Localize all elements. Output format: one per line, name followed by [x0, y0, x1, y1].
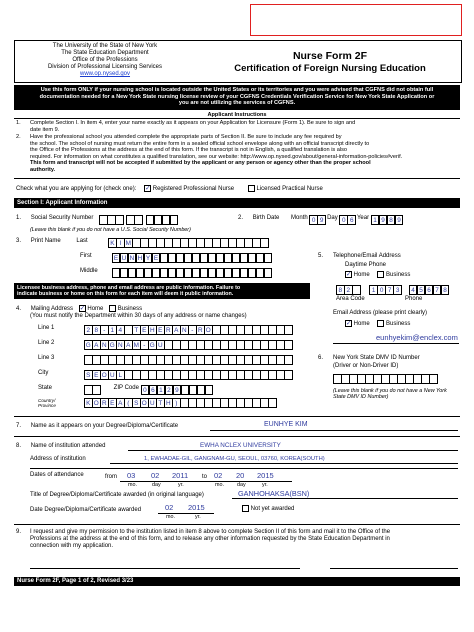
to-yr[interactable]: 2015 [257, 471, 274, 480]
item-num: 7. [16, 423, 22, 429]
year-digit[interactable]: 9 [395, 215, 404, 225]
char-cell[interactable]: 1 [108, 325, 117, 335]
award-yr[interactable]: 2015 [188, 503, 205, 512]
rn-label: Registered Professional Nurse [152, 186, 235, 193]
char-cell[interactable]: H [165, 400, 171, 407]
char-cell[interactable]: 9 [173, 385, 182, 395]
annotation-box [250, 4, 462, 36]
email-home-checkbox[interactable]: ✓ [346, 320, 352, 327]
date-line[interactable] [330, 556, 458, 569]
day-label: Day [327, 215, 338, 221]
char-cell[interactable]: O [93, 400, 99, 407]
mailing-label: Mailing Address [30, 306, 74, 313]
first-char[interactable]: E [112, 253, 121, 263]
form-title: Nurse Form 2F [292, 50, 368, 62]
char-cell[interactable]: R [165, 327, 171, 334]
name-row-middle [16, 268, 272, 278]
char-cell[interactable]: N [101, 342, 107, 349]
char-cell[interactable]: 6 [149, 385, 158, 395]
home-label: Home [353, 321, 370, 328]
item-num: 2. [238, 215, 244, 221]
char-cell[interactable]: 4 [116, 325, 125, 335]
day-caption: day [152, 482, 161, 488]
addr-value[interactable]: 1, EWHADAE-GIL, GANGNAM-GU, SEOUL, 03760, KOREA(SOUTH) [144, 456, 325, 462]
lpn-checkbox[interactable] [248, 185, 255, 192]
char-cell[interactable]: N [181, 327, 187, 334]
dmv-boxes[interactable] [333, 374, 437, 384]
char-cell[interactable]: U [149, 400, 155, 407]
mail-home-checkbox[interactable]: ✓ [79, 305, 86, 312]
diploma-name-value[interactable]: EUNHYE KIM [264, 421, 308, 428]
from-day[interactable]: 02 [151, 471, 160, 480]
last-char[interactable]: I [116, 238, 125, 248]
first-char[interactable]: Y [144, 253, 153, 263]
instructions-title: Applicant Instructions [207, 112, 267, 118]
business-label: Business [386, 272, 411, 279]
ssn-note: (Leave this blank if you do not have a U.S. Social Security Number) [30, 227, 191, 233]
inst-value[interactable]: EWHA NCLEX UNIVERSITY [200, 442, 281, 449]
char-cell[interactable]: ) [172, 398, 181, 408]
char-cell[interactable]: S [84, 370, 93, 380]
to-mo[interactable]: 02 [214, 471, 223, 480]
to-label: to [202, 474, 208, 480]
from-yr[interactable]: 2011 [172, 471, 189, 480]
char-cell[interactable]: H [149, 327, 155, 334]
line3-label: Line 3 [38, 355, 55, 361]
phone-digit[interactable]: 3 [393, 285, 402, 295]
char-cell[interactable]: A [92, 340, 101, 350]
char-cell[interactable]: A [116, 398, 125, 408]
address-line2-row [38, 340, 292, 350]
char-cell[interactable]: 0 [141, 385, 150, 395]
phone-digit[interactable]: 7 [433, 285, 442, 295]
dmv-sublabel: (Driver or Non-Driver ID) [333, 363, 399, 369]
instruction-line: required. For information on what constitutes a qualified translation, see our website: http://www.op.nysed.gov/about/general-information-policies#verif. [30, 153, 403, 160]
ssn-boxes[interactable] [99, 215, 178, 221]
day-digit[interactable]: 6 [347, 215, 356, 225]
yr-caption: yr. [262, 482, 268, 488]
day-digit[interactable]: 0 [339, 215, 348, 225]
not-yet-checkbox[interactable] [242, 505, 249, 512]
address-line1-row [38, 325, 292, 335]
char-cell[interactable]: ( [124, 398, 133, 408]
first-label: First [80, 253, 92, 259]
line1-label: Line 1 [38, 325, 55, 331]
mail-business-checkbox[interactable] [109, 305, 116, 312]
org-line: The State Education Department [61, 50, 149, 56]
area-digit[interactable]: 2 [344, 285, 353, 295]
phone-digit[interactable]: 0 [377, 285, 386, 295]
day-caption: day [237, 482, 246, 488]
char-cell[interactable]: R [101, 400, 107, 407]
dmv-note: (Leave this blank if you do not have a New York State DMV ID Number) [333, 388, 447, 401]
notice-bar [14, 85, 460, 110]
yr-caption: yr. [178, 482, 184, 488]
char-cell[interactable] [268, 398, 277, 408]
item-num: 1. [16, 215, 22, 221]
area-digit[interactable]: 8 [336, 285, 345, 295]
divider [14, 436, 460, 437]
year-digit[interactable]: 9 [379, 215, 388, 225]
from-label: from [105, 474, 117, 480]
notice-line: Use this form ONLY if your nursing school is located outside the United States or its territories and you were advised that CGFNS did not obtain full [40, 87, 434, 93]
char-cell[interactable]: 2 [84, 325, 93, 335]
instruction-line: Have the professional school you attended complete the appropriate parts of Section II. Be sure to include any fee required by [30, 134, 342, 140]
home-label: Home [87, 306, 104, 313]
instruction-num: 2. [16, 134, 21, 140]
instruction-1 [30, 120, 355, 133]
first-char[interactable]: U [121, 255, 127, 262]
licensee-notice [14, 283, 310, 299]
org-line: The University of the State of New York [52, 43, 158, 49]
item7-row [16, 423, 178, 430]
not-yet-row [242, 505, 294, 513]
inst-underline [128, 442, 458, 451]
char-cell[interactable]: U [109, 372, 115, 379]
business-label: Business [117, 306, 143, 313]
last-label: Last [76, 238, 88, 244]
middle-label: Middle [80, 268, 98, 274]
char-cell[interactable]: E [156, 325, 165, 335]
phone-digit[interactable]: 5 [417, 285, 426, 295]
char-cell[interactable] [284, 370, 293, 380]
char-cell[interactable]: E [92, 370, 101, 380]
instruction-line: date item 9. [30, 126, 60, 133]
char-cell[interactable]: 8 [92, 325, 101, 335]
lpn-label: Licensed Practical Nurse [256, 186, 323, 193]
last-char[interactable]: M [125, 240, 131, 247]
birth-row [238, 215, 403, 225]
char-cell[interactable]: E [108, 398, 117, 408]
item-num: 3. [16, 238, 22, 244]
phone-num: 5. [318, 253, 324, 259]
zip-label: ZIP Code [113, 385, 139, 391]
char-cell[interactable]: G [149, 342, 155, 349]
diploma-name-label: Name as it appears on your Degree/Diploma/Certificate [30, 423, 179, 429]
item-num: 4. [16, 306, 22, 313]
month-digit[interactable]: 0 [309, 215, 318, 225]
org-block [20, 43, 190, 78]
footer: Nurse Form 2F, Page 1 of 2, Revised 3/23 [14, 577, 460, 586]
ssn-row [16, 215, 178, 225]
char-cell[interactable]: 1 [157, 385, 166, 395]
dates-label: Dates of attendance [30, 472, 84, 478]
country-row [38, 398, 276, 409]
char-cell[interactable]: S [132, 398, 141, 408]
print-name-label: Print Name [30, 238, 61, 244]
month-digit[interactable]: 9 [317, 215, 326, 225]
char-cell[interactable] [205, 385, 214, 395]
char-cell[interactable]: T [132, 325, 141, 335]
char-cell[interactable] [284, 340, 293, 350]
year-digit[interactable]: 1 [371, 215, 380, 225]
to-day[interactable]: 20 [236, 471, 245, 480]
instruction-line: This form and transcript will not be accepted if submitted by the applicant or any person or agency other than the proper school [30, 160, 371, 166]
daytime-label: Daytime Phone [345, 262, 387, 268]
dmv-label: New York State DMV ID Number [333, 355, 420, 361]
notice-line: documentation needed for a New York State nursing license review of your CGFNS Credentials Verification Service for New York State Application or [39, 93, 435, 100]
not-yet-label: Not yet awarded [250, 506, 295, 513]
year-label: Year [356, 215, 370, 221]
permission-line: connection with my application. [30, 543, 114, 549]
mailing-row [16, 305, 142, 313]
email-type-row [345, 320, 410, 328]
addr-underline-2 [30, 465, 458, 469]
home-label: Home [353, 272, 370, 279]
mo-caption: mo. [166, 514, 175, 520]
divider [14, 416, 460, 417]
last-char[interactable]: K [108, 238, 117, 248]
diploma-name-underline [210, 422, 458, 431]
char-cell[interactable]: A [124, 340, 133, 350]
char-cell[interactable]: K [84, 398, 93, 408]
char-cell[interactable]: E [140, 325, 149, 335]
addr-label: Address of institution [30, 456, 86, 462]
licensee-notice-line: indicate business or home on this form for each item will deem it public information. [17, 290, 234, 297]
phone-type-row [345, 271, 410, 279]
instruction-line: the school. The school of nursing must return the entire form in a sealed official school envelope along with an official transcript directly to [30, 140, 370, 147]
char-cell[interactable] [284, 355, 293, 365]
char-cell[interactable]: G [85, 342, 91, 349]
instruction-line: the Office of the Professions at the address at the end of this form. If the transcript is not in English, a qualified translation is also [30, 147, 348, 153]
dmv-num: 6. [318, 355, 324, 361]
check-prompt: Check what you are applying for (check one): [16, 186, 137, 193]
from-mo[interactable]: 03 [127, 471, 136, 480]
birth-label: Birth Date [252, 215, 280, 221]
phone-digit[interactable]: 6 [425, 285, 434, 295]
address-line3-row [38, 355, 292, 365]
city-label: City [38, 370, 49, 376]
email-value[interactable]: eunhyekim@enclex.com [376, 333, 458, 342]
mo-caption: mo. [128, 482, 137, 488]
degree-title-label: Title of Degree/Diploma/Certificate awarded (in original language) [30, 492, 204, 498]
phone-title: Telephone/Email Address [333, 253, 401, 259]
phone-digit[interactable]: 8 [441, 285, 450, 295]
apply-row [16, 185, 323, 193]
char-cell[interactable]: R [197, 327, 203, 334]
org-line: Division of Professional Licensing Services [47, 64, 163, 70]
instruction-line: Complete Section I. In item 4, enter your name exactly as it appears on your Application for Licensure (Form 1). Be sure to sign and [30, 120, 356, 126]
state-zip-row [38, 385, 213, 395]
degree-title-value[interactable]: GANHOHAKSA(BSN) [238, 489, 310, 498]
form-subtitle: Certification of Foreign Nursing Education [234, 63, 426, 74]
char-cell[interactable]: 2 [165, 385, 174, 395]
mo-caption: mo. [215, 482, 224, 488]
yr-caption: yr. [195, 514, 201, 520]
award-date-label: Date Degree/Diploma/Certificate awarded [30, 507, 142, 513]
phone-digit[interactable]: 7 [385, 285, 394, 295]
item-num: 9. [16, 529, 22, 535]
inst-label: Name of institution attended [30, 443, 106, 449]
instruction-line: authority. [30, 166, 56, 173]
signature-line[interactable] [30, 556, 300, 569]
award-mo[interactable]: 02 [165, 503, 174, 512]
char-cell[interactable]: L [116, 370, 125, 380]
char-cell[interactable]: - [100, 325, 109, 335]
permission-line: Professions at the address at the end of this form, and to release any other information requested by the State Education Department in [30, 536, 390, 542]
licensee-notice-line: Licensee business address, phone and email address are public information. Failure to [17, 284, 241, 291]
area-code-label: Area Code [336, 296, 365, 302]
char-cell[interactable]: U [157, 342, 163, 349]
website-link[interactable]: www.op.nysed.gov [79, 71, 131, 77]
phone-boxes [336, 285, 449, 295]
name-row-last [16, 238, 268, 248]
char-cell[interactable]: O [141, 400, 147, 407]
permission-text [30, 529, 390, 550]
email-label: Email Address (please print clearly) [333, 310, 428, 316]
instruction-num: 1. [16, 120, 21, 126]
char-cell[interactable]: A [172, 325, 181, 335]
first-char[interactable]: E [152, 253, 161, 263]
first-char[interactable]: H [137, 255, 143, 262]
phone-digit[interactable]: 4 [409, 285, 418, 295]
instruction-2 [30, 134, 402, 173]
notice-line: you are not utilizing the services of CGFNS. [178, 100, 296, 106]
divider [14, 118, 460, 119]
phone-home-checkbox[interactable]: ✓ [346, 271, 352, 278]
city-row [38, 370, 292, 380]
phone-digit[interactable]: 1 [369, 285, 378, 295]
month-label: Month [291, 215, 308, 221]
country-label: Country/ Province [38, 398, 56, 408]
item-num: 8. [16, 443, 22, 449]
char-cell[interactable]: - [188, 325, 197, 335]
rn-checkbox[interactable]: ✓ [145, 185, 151, 192]
mailing-note: (You must notify the Department within 30 days of any address or name changes) [30, 313, 247, 319]
char-cell[interactable]: O [205, 327, 211, 334]
email-business-checkbox[interactable] [377, 320, 384, 327]
divider [14, 178, 460, 179]
business-label: Business [386, 321, 411, 328]
char-cell[interactable]: N [117, 342, 123, 349]
org-line: Office of the Professions [72, 57, 138, 63]
state-label: State [38, 385, 53, 391]
char-cell[interactable]: G [109, 342, 115, 349]
char-cell[interactable]: O [101, 372, 107, 379]
year-digit[interactable]: 8 [387, 215, 396, 225]
name-row-first [16, 253, 272, 263]
char-cell[interactable]: - [140, 340, 149, 350]
inst-row [16, 443, 105, 450]
phone-label: Phone [405, 296, 423, 302]
char-cell[interactable]: M [133, 342, 139, 349]
section1-title: Section I: Applicant Information [14, 198, 460, 208]
char-cell[interactable] [284, 325, 293, 335]
first-char[interactable]: N [129, 255, 135, 262]
ssn-label: Social Security Number [30, 215, 94, 221]
divider [14, 524, 460, 525]
phone-business-checkbox[interactable] [377, 271, 384, 278]
line2-label: Line 2 [38, 340, 55, 346]
permission-line: I request and give my permission to the institution listed in item 8 above to complete Section II of this form and mail it to the Office of the [30, 529, 391, 535]
char-cell[interactable]: T [156, 398, 165, 408]
